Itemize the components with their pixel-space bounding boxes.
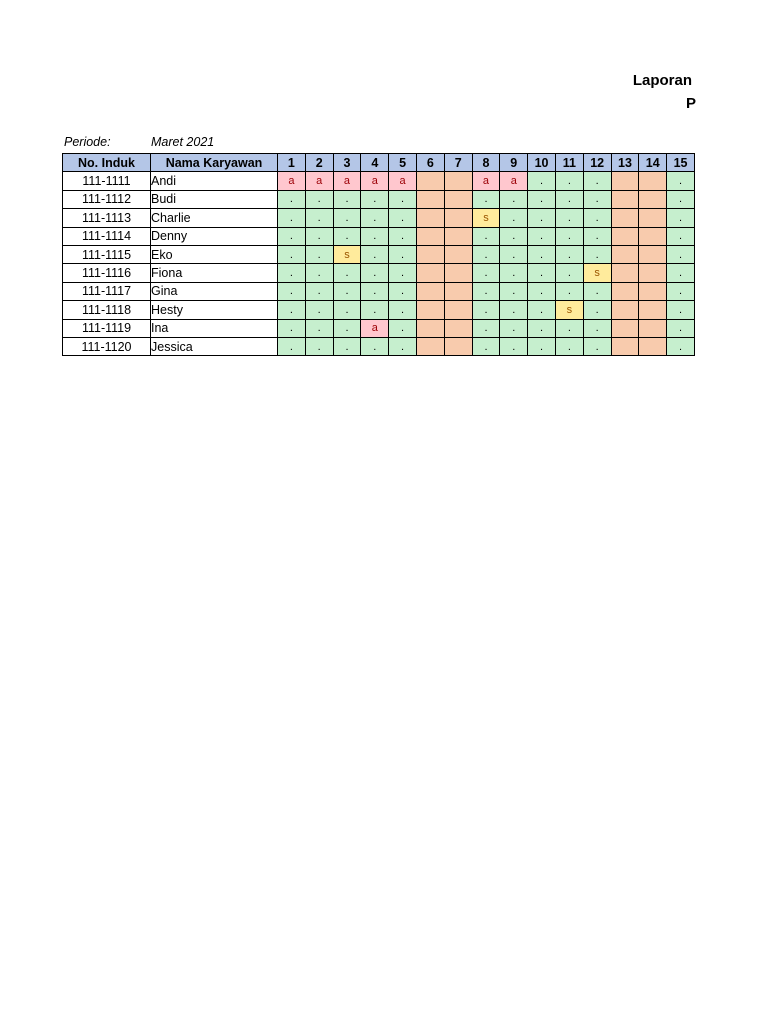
attendance-cell: s	[472, 209, 500, 227]
employee-id: 111-1115	[63, 245, 151, 263]
attendance-cell: .	[472, 319, 500, 337]
attendance-cell	[444, 245, 472, 263]
header-day: 5	[389, 154, 417, 172]
attendance-cell: .	[583, 301, 611, 319]
attendance-cell: .	[528, 227, 556, 245]
attendance-cell: .	[583, 337, 611, 355]
attendance-cell: .	[472, 337, 500, 355]
employee-name: Hesty	[151, 301, 278, 319]
attendance-cell: .	[333, 301, 361, 319]
header-day: 2	[305, 154, 333, 172]
attendance-cell: a	[361, 319, 389, 337]
attendance-cell: .	[583, 319, 611, 337]
attendance-cell: .	[389, 282, 417, 300]
attendance-cell	[416, 337, 444, 355]
attendance-cell	[611, 301, 639, 319]
attendance-cell	[611, 190, 639, 208]
attendance-cell: a	[361, 172, 389, 190]
header-day: 10	[528, 154, 556, 172]
attendance-cell: .	[361, 245, 389, 263]
attendance-cell: .	[583, 245, 611, 263]
header-day: 4	[361, 154, 389, 172]
attendance-cell: .	[528, 337, 556, 355]
attendance-cell: .	[528, 209, 556, 227]
attendance-cell: .	[555, 282, 583, 300]
report-subtitle: P	[685, 95, 696, 112]
attendance-cell: .	[667, 209, 695, 227]
attendance-cell	[416, 282, 444, 300]
attendance-cell	[444, 209, 472, 227]
attendance-cell: .	[278, 319, 306, 337]
header-day: 1	[278, 154, 306, 172]
employee-id: 111-1118	[63, 301, 151, 319]
attendance-cell	[444, 190, 472, 208]
employee-name: Gina	[151, 282, 278, 300]
attendance-cell	[444, 264, 472, 282]
attendance-cell: .	[555, 172, 583, 190]
employee-id: 111-1111	[63, 172, 151, 190]
attendance-cell	[416, 319, 444, 337]
periode-label: Periode:	[64, 135, 111, 149]
attendance-cell: .	[305, 227, 333, 245]
attendance-cell	[639, 282, 667, 300]
attendance-cell: a	[472, 172, 500, 190]
employee-name: Andi	[151, 172, 278, 190]
attendance-cell: s	[583, 264, 611, 282]
header-day: 7	[444, 154, 472, 172]
attendance-cell	[444, 227, 472, 245]
attendance-cell	[444, 301, 472, 319]
attendance-cell	[639, 245, 667, 263]
attendance-cell: .	[361, 227, 389, 245]
attendance-cell: .	[333, 337, 361, 355]
table-row	[63, 301, 695, 319]
header-day: 8	[472, 154, 500, 172]
header-day: 14	[639, 154, 667, 172]
attendance-cell: .	[667, 245, 695, 263]
attendance-cell	[444, 282, 472, 300]
attendance-cell: s	[555, 301, 583, 319]
attendance-cell: .	[528, 245, 556, 263]
employee-name: Charlie	[151, 209, 278, 227]
table-row	[63, 190, 695, 208]
attendance-cell	[611, 337, 639, 355]
attendance-cell	[416, 264, 444, 282]
attendance-cell: .	[500, 209, 528, 227]
attendance-cell: .	[667, 264, 695, 282]
attendance-table	[62, 153, 695, 356]
attendance-cell: .	[333, 264, 361, 282]
employee-name: Denny	[151, 227, 278, 245]
attendance-cell: .	[472, 245, 500, 263]
attendance-cell: .	[500, 227, 528, 245]
attendance-cell	[639, 190, 667, 208]
table-row	[63, 227, 695, 245]
attendance-cell	[444, 172, 472, 190]
attendance-cell: a	[389, 172, 417, 190]
attendance-cell: .	[667, 190, 695, 208]
header-day: 11	[555, 154, 583, 172]
attendance-cell: .	[278, 337, 306, 355]
header-no-induk: No. Induk	[63, 154, 151, 172]
attendance-cell: .	[278, 209, 306, 227]
attendance-cell: .	[305, 245, 333, 263]
attendance-cell: a	[278, 172, 306, 190]
attendance-cell: .	[583, 282, 611, 300]
header-day: 9	[500, 154, 528, 172]
attendance-cell: .	[361, 337, 389, 355]
employee-name: Eko	[151, 245, 278, 263]
employee-id: 111-1120	[63, 337, 151, 355]
attendance-cell: .	[528, 301, 556, 319]
attendance-cell: .	[528, 319, 556, 337]
attendance-cell: .	[333, 190, 361, 208]
attendance-cell: .	[389, 337, 417, 355]
attendance-cell: .	[667, 337, 695, 355]
attendance-cell: .	[305, 209, 333, 227]
attendance-cell: .	[333, 319, 361, 337]
attendance-cell: .	[472, 190, 500, 208]
employee-id: 111-1116	[63, 264, 151, 282]
attendance-cell	[639, 227, 667, 245]
employee-name: Budi	[151, 190, 278, 208]
attendance-cell: .	[278, 301, 306, 319]
attendance-cell: .	[278, 190, 306, 208]
attendance-cell: .	[389, 301, 417, 319]
attendance-cell	[611, 245, 639, 263]
attendance-cell: .	[555, 245, 583, 263]
employee-id: 111-1113	[63, 209, 151, 227]
attendance-cell	[416, 172, 444, 190]
report-title: Laporan	[632, 72, 692, 89]
attendance-cell: .	[389, 319, 417, 337]
table-header-row	[63, 154, 695, 172]
attendance-cell: .	[278, 227, 306, 245]
attendance-cell: .	[305, 190, 333, 208]
attendance-cell: .	[305, 264, 333, 282]
attendance-cell: .	[555, 227, 583, 245]
table-row	[63, 245, 695, 263]
attendance-cell	[639, 172, 667, 190]
attendance-cell: .	[472, 301, 500, 319]
attendance-cell: .	[500, 190, 528, 208]
attendance-cell: .	[500, 319, 528, 337]
attendance-cell	[639, 337, 667, 355]
attendance-cell: .	[305, 337, 333, 355]
attendance-cell: .	[361, 209, 389, 227]
attendance-cell: .	[305, 319, 333, 337]
attendance-cell: a	[305, 172, 333, 190]
attendance-cell	[611, 209, 639, 227]
attendance-cell	[444, 319, 472, 337]
attendance-cell	[639, 301, 667, 319]
attendance-cell	[444, 337, 472, 355]
attendance-cell	[416, 301, 444, 319]
attendance-cell: .	[389, 227, 417, 245]
attendance-cell: .	[667, 282, 695, 300]
attendance-cell	[639, 209, 667, 227]
attendance-cell: .	[278, 282, 306, 300]
header-nama-karyawan: Nama Karyawan	[151, 154, 278, 172]
attendance-cell: .	[528, 190, 556, 208]
periode-value: Maret 2021	[151, 135, 215, 149]
attendance-cell	[416, 190, 444, 208]
attendance-cell: .	[528, 172, 556, 190]
table-row	[63, 264, 695, 282]
attendance-cell	[611, 227, 639, 245]
table-row	[63, 172, 695, 190]
attendance-cell: .	[500, 245, 528, 263]
table-row	[63, 209, 695, 227]
table-row	[63, 282, 695, 300]
attendance-cell: .	[305, 301, 333, 319]
attendance-cell: .	[583, 172, 611, 190]
attendance-cell: .	[389, 190, 417, 208]
attendance-cell: .	[555, 190, 583, 208]
attendance-cell: .	[278, 264, 306, 282]
attendance-cell: .	[361, 301, 389, 319]
attendance-cell: .	[667, 227, 695, 245]
attendance-cell: .	[389, 245, 417, 263]
employee-id: 111-1112	[63, 190, 151, 208]
attendance-cell	[416, 227, 444, 245]
attendance-cell	[639, 264, 667, 282]
table-row	[63, 337, 695, 355]
attendance-cell: a	[500, 172, 528, 190]
attendance-cell	[611, 172, 639, 190]
employee-name: Ina	[151, 319, 278, 337]
attendance-cell: .	[667, 172, 695, 190]
attendance-cell: a	[333, 172, 361, 190]
attendance-cell: s	[333, 245, 361, 263]
attendance-cell	[611, 282, 639, 300]
attendance-cell: .	[555, 337, 583, 355]
attendance-cell: .	[389, 264, 417, 282]
attendance-cell: .	[583, 227, 611, 245]
attendance-cell: .	[333, 227, 361, 245]
header-day: 13	[611, 154, 639, 172]
attendance-cell	[611, 319, 639, 337]
attendance-cell: .	[472, 282, 500, 300]
header-day: 15	[667, 154, 695, 172]
attendance-cell: .	[472, 264, 500, 282]
attendance-cell	[639, 319, 667, 337]
employee-id: 111-1117	[63, 282, 151, 300]
employee-id: 111-1114	[63, 227, 151, 245]
attendance-cell: .	[278, 245, 306, 263]
attendance-cell: .	[528, 282, 556, 300]
attendance-cell: .	[555, 264, 583, 282]
attendance-cell: .	[472, 227, 500, 245]
attendance-cell: .	[528, 264, 556, 282]
attendance-cell: .	[500, 337, 528, 355]
attendance-cell: .	[361, 282, 389, 300]
employee-name: Jessica	[151, 337, 278, 355]
attendance-cell: .	[667, 301, 695, 319]
table-row	[63, 319, 695, 337]
header-day: 6	[416, 154, 444, 172]
employee-id: 111-1119	[63, 319, 151, 337]
attendance-cell: .	[583, 190, 611, 208]
attendance-cell: .	[361, 264, 389, 282]
attendance-cell: .	[500, 301, 528, 319]
attendance-cell	[416, 245, 444, 263]
attendance-cell: .	[555, 319, 583, 337]
attendance-cell: .	[389, 209, 417, 227]
attendance-cell	[416, 209, 444, 227]
attendance-cell	[611, 264, 639, 282]
attendance-cell: .	[305, 282, 333, 300]
employee-name: Fiona	[151, 264, 278, 282]
attendance-cell: .	[333, 209, 361, 227]
attendance-cell: .	[500, 282, 528, 300]
header-day: 12	[583, 154, 611, 172]
attendance-cell: .	[500, 264, 528, 282]
attendance-cell: .	[583, 209, 611, 227]
attendance-cell: .	[555, 209, 583, 227]
header-day: 3	[333, 154, 361, 172]
attendance-cell: .	[333, 282, 361, 300]
attendance-cell: .	[361, 190, 389, 208]
attendance-cell: .	[667, 319, 695, 337]
